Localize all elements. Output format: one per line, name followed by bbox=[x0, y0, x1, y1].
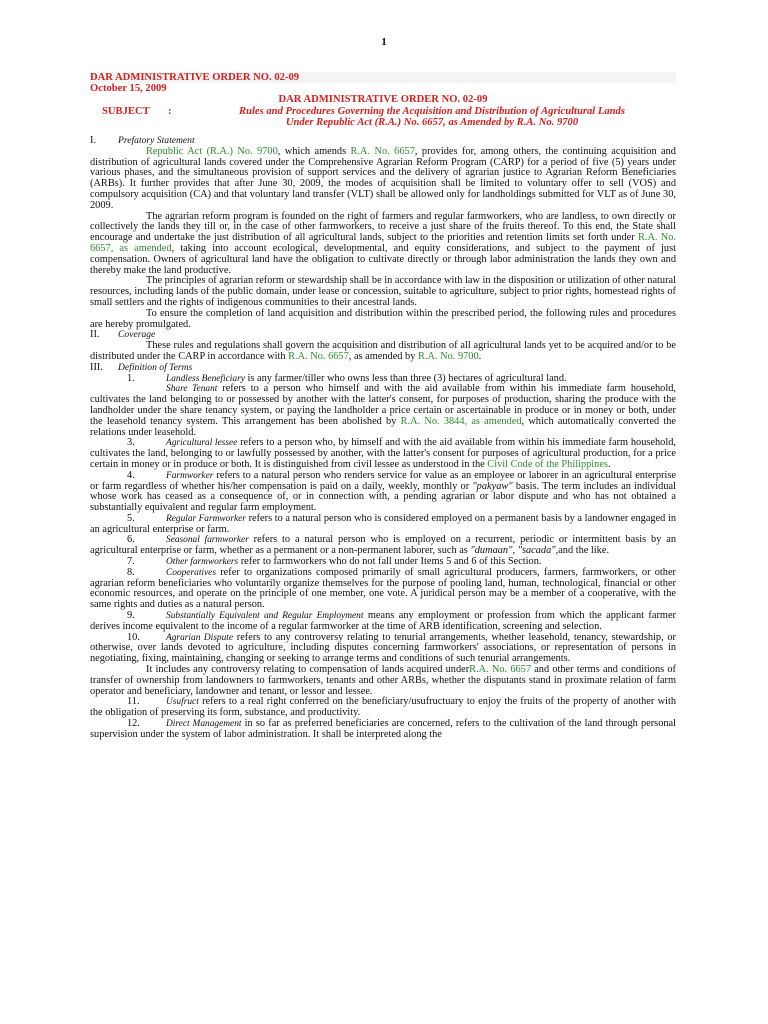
section-heading-prefatory: I. Prefatory Statement bbox=[90, 135, 195, 146]
section-heading-definitions: III. Definition of Terms bbox=[90, 361, 193, 373]
coverage-paragraph: These rules and regulations shall govern the acquisition and distribution of all agricultural lands yet to be acquired and/or to be distributed under the CARP in accordance with R.A. No. 6657, as amended by R.A. No. 9700. bbox=[90, 340, 676, 362]
definition-agrarian-dispute: 10. Agrarian Dispute refers to any controversy relating to tenurial arrangements, whether leasehold, tenancy, stewardship, or otherwise, over lands devoted to agriculture, including disputes concerning farmworkers' associations, or representation of persons in negotiating, fixing, maintaining, changing or seeking to arrange terms and conditions of such tenurial arrangements. bbox=[90, 631, 676, 665]
order-title: DAR ADMINISTRATIVE ORDER NO. 02-09 bbox=[90, 72, 676, 83]
link-ra-6657-coverage[interactable]: R.A. No. 6657 bbox=[288, 350, 349, 362]
link-ra-3844[interactable]: R.A. No. 3844, as amended bbox=[400, 415, 522, 427]
link-ra-6657-amended[interactable]: R.A. No. 6657, as amended bbox=[90, 232, 677, 254]
subject-text bbox=[188, 106, 676, 128]
link-civil-code[interactable]: Civil Code of the Philippines bbox=[487, 458, 608, 470]
prefatory-paragraph-3: The principles of agrarian reform or stewardship shall be in accordance with law in the disposition or utilization of other natural resources, including lands of the public domain, under lease or concession, suitable to agriculture, subject to prior rights, homestead rights of small settlers and the rights of indigenous communities to their ancestral lands. bbox=[90, 275, 676, 308]
definition-seasonal-farmworker: 6. Seasonal farmworker refers to a natural person who is employed on a recurrent, periodic or intermittent basis by an agricultural enterprise or farm, whether as a permanent or a non-permanent laborer, such as "dumaan", "sacada",and the like. bbox=[90, 534, 677, 557]
definition-regular-farmworker: 5. Regular Farmworker refers to a natural person who is considered employed on a permanent basis by a landowner engaged in an agricultural enterprise or farm. bbox=[90, 512, 676, 535]
link-ra-9700-coverage[interactable]: R.A. No. 9700 bbox=[418, 350, 479, 362]
subject-colon: : bbox=[168, 106, 172, 117]
definition-agricultural-lessee: 3. Agricultural lessee refers to a person who, by himself and with the aid available from within his immediate farm household, cultivates the land, belonging to or lawfully possessed by another, with the latter's consent for purposes of agricultural production, for a price certain in money or in produce or both. It is distinguished from civil lessee as understood in the Civil Code of the Philippines. bbox=[90, 437, 676, 470]
link-ra-6657[interactable]: R.A. No. 6657 bbox=[350, 145, 415, 157]
order-date: October 15, 2009 bbox=[90, 83, 167, 94]
subject-label: SUBJECT bbox=[102, 106, 150, 117]
subject-line-1: Rules and Procedures Governing the Acquisition and Distribution of Agricultural Lands bbox=[239, 106, 625, 117]
definition-substantially-equivalent: 9. Substantially Equivalent and Regular Employment means any employment or profession from which the applicant farmer derives income equivalent to the income of a regular farmworker at the time of ARB identification, screening and selection. bbox=[90, 610, 676, 632]
definition-other-farmworkers: 7. Other farmworkers refer to farmworkers who do not fall under Items 5 and 6 of this Section. bbox=[127, 556, 542, 568]
link-ra-9700[interactable]: Republic Act (R.A.) No. 9700 bbox=[146, 145, 278, 157]
order-title-centered: DAR ADMINISTRATIVE ORDER NO. 02-09 bbox=[278, 94, 488, 105]
subject-block bbox=[90, 106, 676, 128]
definition-usufruct: 11. Usufruct refers to a real right conferred on the beneficiary/usufructuary to enjoy the fruits of the property of another with the obligation of preserving its form, substance, and productivity. bbox=[90, 696, 676, 719]
definition-cooperatives: 8. Cooperatives refer to organizations composed primarily of small agricultural producers, farmers, farmworkers, or other agrarian reform beneficiaries who voluntarily organize themselves for the purpose of pooling land, human, technological, financial or other economic resources, and operate on the principle of one member, one vote. A juridical person may be a member of a cooperative, with the same rights and duties as a natural person. bbox=[90, 566, 676, 611]
page-number: 1 bbox=[381, 36, 387, 48]
section-heading-coverage: II. Coverage bbox=[90, 329, 156, 341]
definition-agrarian-dispute-cont: It includes any controversy relating to compensation of lands acquired underR.A. No. 6657 and other terms and conditions of transfer of ownership from landowners to farmworkers, tenants and other ARBs, whether the disputants stand in proximate relation of farm operator and beneficiary, landowner and tenant, or lessor and lessee. bbox=[90, 664, 676, 697]
prefatory-paragraph-2: The agrarian reform program is founded on the right of farmers and regular farmworkers, who are landless, to own directly or collectively the lands they till or, in the case of other farmworkers, to receive a just share of the fruits thereof. To this end, the State shall encourage and undertake the just distribution of all agricultural lands, subject to the priorities and retention limits set forth under R.A. No. 6657, as amended, taking into account ecological, developmental, and equity considerations, and subject to the payment of just compensation. Owners of agricultural land have the obligation to cultivate directly or through labor administration the lands they own and thereby make the land productive. bbox=[90, 210, 677, 276]
link-ra-6657-dispute[interactable]: R.A. No. 6657 bbox=[469, 664, 532, 676]
subject-line-2: Under Republic Act (R.A.) No. 6657, as Amended by R.A. No. 9700 bbox=[285, 117, 579, 128]
prefatory-paragraph-1: Republic Act (R.A.) No. 9700, which amends R.A. No. 6657, provides for, among others, the continuing acquisition and distribution of agricultural lands covered under the Comprehensive Agrarian Reform Program (CARP) for a period of five (5) years under various phases, and the simultaneous provision of support services and the delivery of agrarian justice to Agrarian Reform Beneficiaries (ARBs). It further provides that after June 30, 2009, the modes of acquisition shall be limited to voluntary offer to sell (VOS) and compulsory acquisition (CA) and that voluntary land transfer (VLT) shall be allowed only for landholdings submitted for VLT as of June 30, 2009. bbox=[90, 145, 676, 211]
definition-landless-beneficiary: 1. Landless Beneficiary is any farmer/tiller who owns less than three (3) hectares of agricultural land. bbox=[127, 372, 567, 384]
document-body bbox=[90, 72, 676, 741]
definition-direct-management: 12. Direct Management in so far as preferred beneficiaries are concerned, refers to the cultivation of the land through personal supervision under the system of labor administration. It shall be interpreted along the bbox=[90, 718, 677, 740]
definition-share-tenant: Share Tenant refers to a person who himself and with the aid available from within his immediate farm household, cultivates the land belonging to or possessed by another with the latter's consent, for purposes of production, sharing the produce with the landholder under the share tenancy system, or paying the landholder a price certain or ascertainable in produce or in money or both, under the leasehold tenancy system. This arrangement has been abolished by R.A. No. 3844, as amended, which automatically converted the relations under leasehold. bbox=[90, 383, 677, 438]
definition-farmworker: 4. Farmworker refers to a natural person who renders service for value as an employee or laborer in an agricultural enterprise or farm regardless of whether his/her compensation is paid on a daily, weekly, monthly or "pakyaw" basis. The term includes an individual whose work has ceased as a consequence of, or in connection with, a pending agrarian or labor dispute and who has not obtained a substantially equivalent and regular farm employment. bbox=[90, 469, 676, 514]
prefatory-paragraph-4: To ensure the completion of land acquisition and distribution within the prescribed period, the following rules and procedures are hereby promulgated. bbox=[90, 307, 676, 330]
